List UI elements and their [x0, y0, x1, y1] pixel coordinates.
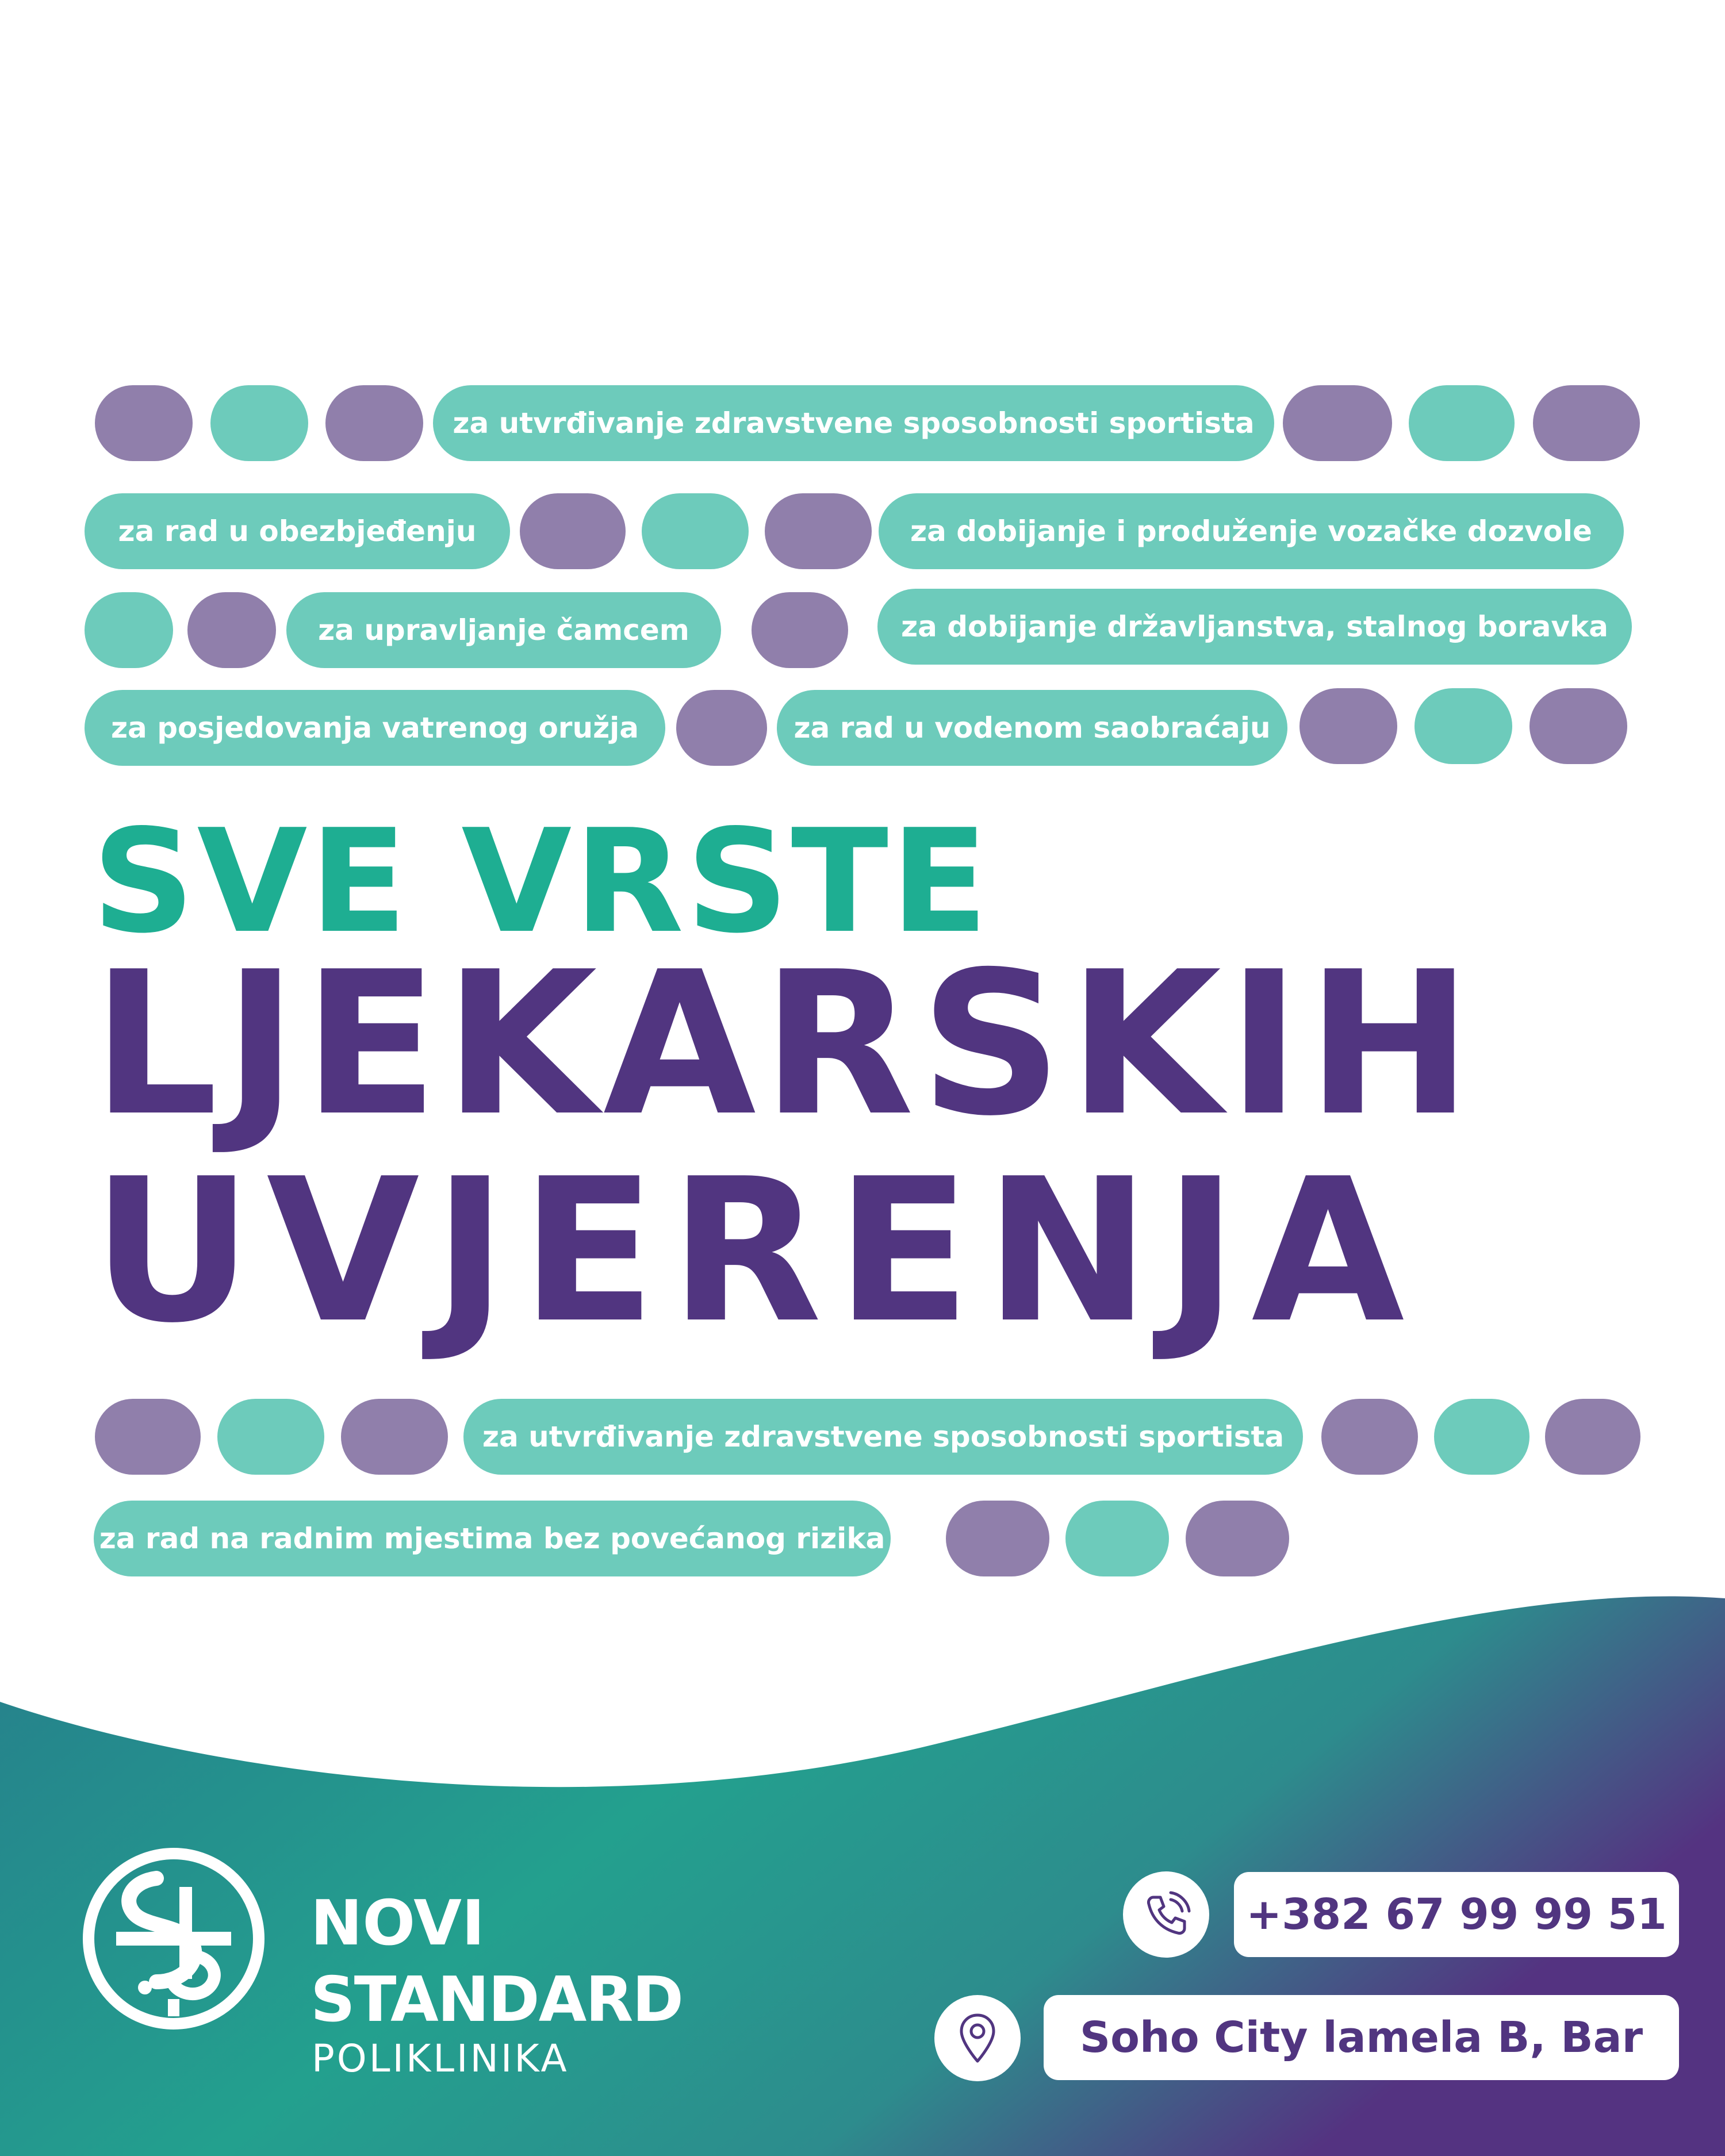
decorative-pill	[752, 592, 848, 668]
decorative-pill	[341, 1399, 448, 1475]
decorative-pill	[1545, 1399, 1640, 1475]
novi-standard-logo-icon	[82, 1847, 266, 2031]
phone-number-box[interactable]: +382 67 99 99 51	[1234, 1872, 1679, 1957]
certificate-type-pill: za utvrđivanje zdravstvene sposobnosti sportista	[433, 385, 1274, 461]
decorative-pill	[95, 385, 193, 461]
certificate-type-pill: za dobijanje i produženje vozačke dozvole	[879, 493, 1624, 569]
decorative-pill	[1533, 385, 1640, 461]
decorative-pill	[325, 385, 423, 461]
address-box[interactable]: Soho City lamela B, Bar	[1044, 1995, 1679, 2080]
certificate-type-pill: za posjedovanja vatrenog oružja	[85, 690, 665, 766]
decorative-pill	[1434, 1399, 1529, 1475]
decorative-pill	[1414, 688, 1512, 764]
brand-name-line-1: NOVI	[310, 1888, 485, 1959]
decorative-pill	[676, 690, 767, 766]
certificate-type-pill: za dobijanje državljanstva, stalnog boravka	[877, 589, 1632, 665]
brand-subtitle: POLIKLINIKA	[312, 2036, 569, 2081]
decorative-pill	[1300, 688, 1397, 764]
headline-line-2: LJEKARSKIH	[92, 930, 1478, 1160]
decorative-pill	[1409, 385, 1515, 461]
decorative-pill	[520, 493, 626, 569]
decorative-pill	[95, 1399, 201, 1475]
location-pin-icon-glyph	[949, 2009, 1006, 2067]
decorative-pill	[187, 592, 276, 668]
phone-icon-glyph	[1137, 1886, 1195, 1943]
decorative-pill	[1283, 385, 1392, 461]
decorative-pill	[1321, 1399, 1418, 1475]
phone-icon	[1123, 1871, 1209, 1958]
certificate-type-pill: za rad u obezbjeđenju	[85, 493, 510, 569]
decorative-pill	[85, 592, 173, 668]
certificate-type-pill: za rad na radnim mjestima bez povećanog rizika	[94, 1501, 891, 1576]
decorative-pill	[642, 493, 749, 569]
decorative-pill	[1529, 688, 1627, 764]
decorative-pill	[765, 493, 872, 569]
headline-line-3: UVJERENJA	[92, 1137, 1419, 1367]
location-pin-icon	[934, 1995, 1021, 2081]
certificate-type-pill: za upravljanje čamcem	[286, 592, 721, 668]
certificate-type-pill: za rad u vodenom saobraćaju	[777, 690, 1287, 766]
decorative-pill	[217, 1399, 324, 1475]
headline-line-1: SVE VRSTE	[92, 799, 991, 965]
certificate-type-pill: za utvrđivanje zdravstvene sposobnosti sportista	[463, 1399, 1303, 1475]
decorative-pill	[210, 385, 308, 461]
brand-name-line-2: STANDARD	[310, 1964, 683, 2036]
